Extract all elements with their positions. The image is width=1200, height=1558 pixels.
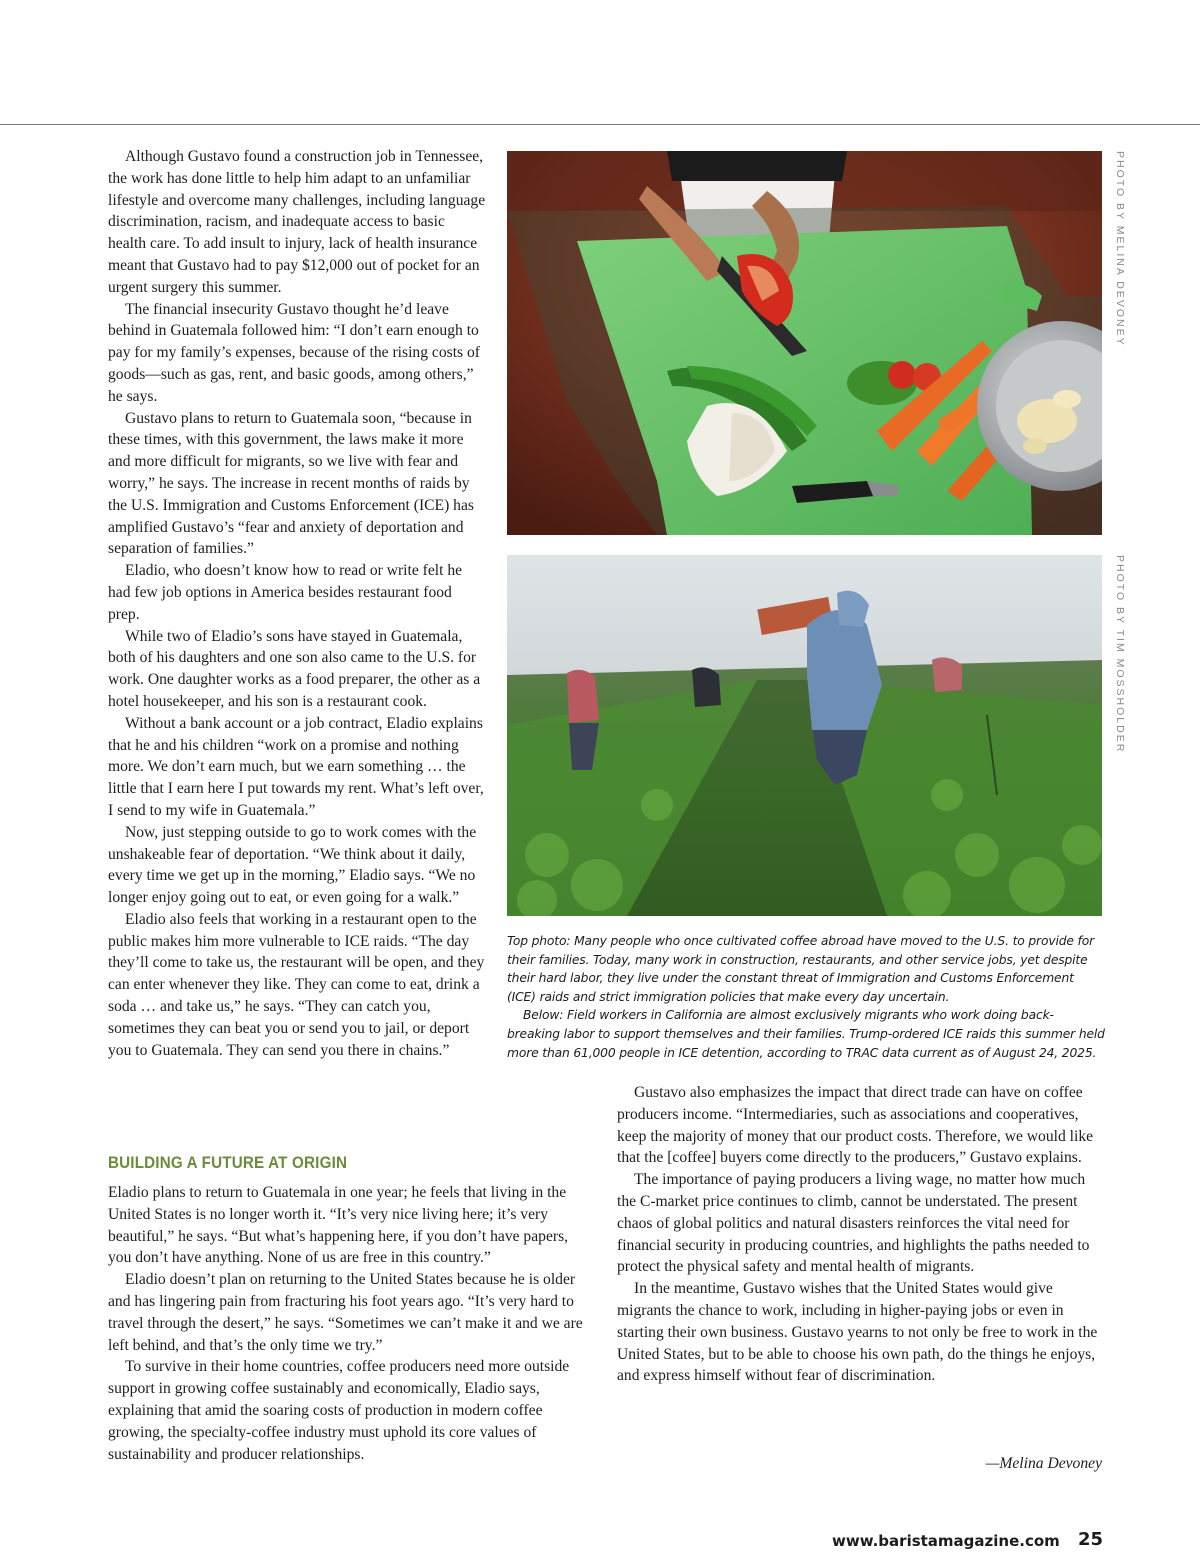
field-workers-illustration bbox=[507, 555, 1102, 916]
paragraph: Now, just stepping outside to go to work comes with the unshakeable fear of deportation. “We think about it daily, every time we get up in the morning,” Eladio says. “We no longer enjoy going out to eat, or even going for a walk.” bbox=[108, 823, 477, 907]
header-rule bbox=[0, 124, 1200, 125]
author-byline: —Melina Devoney bbox=[985, 1455, 1102, 1472]
paragraph: Gustavo plans to return to Guatemala soon, “because in these times, with this government, the laws make it more and more difficult for migrants, so we live with fear and worry,” he says. The increase in recent months of raids by the U.S. Immigration and Customs Enforcement (ICE) has amplified Gustavo’s “fear and anxiety of deportation and separation of families.” bbox=[108, 409, 474, 558]
photo-credit-bottom: PHOTO BY TIM MOSSHOLDER bbox=[1114, 555, 1126, 754]
paragraph: Eladio doesn’t plan on returning to the United States because he is older and has lingering pain from fracturing his foot years ago. “It’s very hard to travel through the desert,” he says. “Sometimes we can’t make it and we are left behind, and that’s the only time we try.” bbox=[108, 1271, 583, 1354]
article-column-bottom-left bbox=[108, 1182, 592, 1465]
paragraph: To survive in their home countries, coffee producers need more outside support in growing coffee sustainably and economically, Eladio says, explaining that amid the soaring costs of production in modern coffee growing, the specialty-coffee industry must uphold its core values of sustainability and producer relationships. bbox=[108, 1358, 570, 1463]
field-workers-photo bbox=[507, 555, 1102, 916]
kitchen-prep-illustration bbox=[507, 151, 1102, 535]
paragraph: Although Gustavo found a construction job in Tennessee, the work has done little to help him adapt to an unfamiliar lifestyle and overcome many challenges, including language discrimination, racism, and inadequate access to basic health care. To add insult to injury, lack of health insurance meant that Gustavo had to pay $12,000 out of pocket for an urgent surgery this summer. bbox=[108, 148, 486, 296]
paragraph: Without a bank account or a job contract, Eladio explains that he and his children “work on a promise and nothing more. We don’t earn much, but we earn something … the little that I earn here I put towards my rent. What’s left over, I send to my wife in Guatemala.” bbox=[108, 714, 484, 819]
article-column-left bbox=[108, 146, 492, 1061]
article-column-right bbox=[617, 1082, 1102, 1387]
paragraph: Eladio, who doesn’t know how to read or write felt he had few job options in America besides restaurant food prep. bbox=[108, 562, 463, 623]
paragraph: In the meantime, Gustavo wishes that the United States would give migrants the chance to work, including in higher-paying jobs or even in starting their own business. Gustavo yearns to not only be free to work in the United States, but to be able to choose his own path, do the things he enjoys, and express himself without fear of discrimination. bbox=[617, 1280, 1098, 1385]
paragraph: While two of Eladio’s sons have stayed in Guatemala, both of his daughters and one son also came to the U.S. for work. One daughter works as a food preparer, the other as a hotel housekeeper, and his son is a restaurant cook. bbox=[108, 627, 481, 710]
paragraph: Eladio also feels that working in a restaurant open to the public makes him more vulnerable to ICE raids. “The day they’ll come to take us, the restaurant will be open, and they can enter whenever they like. They can come to eat, drink a soda … and take us,” he says. “They can catch you, sometimes they can beat you or send you to jail, or deport you to Guatemala. They can send you there in chains.” bbox=[108, 910, 485, 1059]
paragraph: The importance of paying producers a living wage, no matter how much the C-market price continues to climb, cannot be understated. The present chaos of global politics and natural disasters reinforces the vital need for financial security in producing countries, and highlights the paths needed to protect the physical safety and mental health of migrants. bbox=[617, 1171, 1090, 1276]
photo-credit-top: PHOTO BY MELINA DEVONEY bbox=[1114, 151, 1126, 347]
paragraph: Gustavo also emphasizes the impact that direct trade can have on coffee producers income. “Intermediaries, such as associations and cooperatives, keep the majority of money that our product costs. Therefore, we would like that the [coffee] buyers come directly to the producers,” Gustavo explains. bbox=[617, 1084, 1094, 1167]
footer-website-url: www.baristamagazine.com bbox=[832, 1532, 1060, 1550]
page-number: 25 bbox=[1078, 1529, 1104, 1550]
section-heading: BUILDING A FUTURE AT ORIGIN bbox=[108, 1154, 348, 1172]
photo-caption bbox=[507, 932, 1105, 1062]
paragraph: The financial insecurity Gustavo thought he’d leave behind in Guatemala followed him: “I don’t earn enough to pay for my family’s expenses, because of the rising costs of goods—such as gas, rent, and basic goods, among others,” he says. bbox=[108, 300, 480, 405]
caption-bottom: Below: Field workers in California are almost exclusively migrants who work doing back-breaking labor to support themselves and their families. Trump-ordered ICE raids this summer held more than 61,000 people in ICE detention, according to TRAC data current as of August 24, 2025. bbox=[507, 1008, 1105, 1060]
paragraph: Eladio plans to return to Guatemala in one year; he feels that living in the United States is no longer worth it. “It’s very nice living here; it’s very beautiful,” he says. “But what’s happening here, if you don’t have papers, you don’t have anything. None of us are free in this country.” bbox=[108, 1184, 569, 1267]
kitchen-prep-photo bbox=[507, 151, 1102, 535]
caption-top: Top photo: Many people who once cultivated coffee abroad have moved to the U.S. to provide for their families. Today, many work in construction, restaurants, and other service jobs, yet despite their hard labor, they live under the constant threat of Immigration and Customs Enforcement (ICE) raids and strict immigration policies that make every day uncertain. bbox=[507, 934, 1095, 1004]
